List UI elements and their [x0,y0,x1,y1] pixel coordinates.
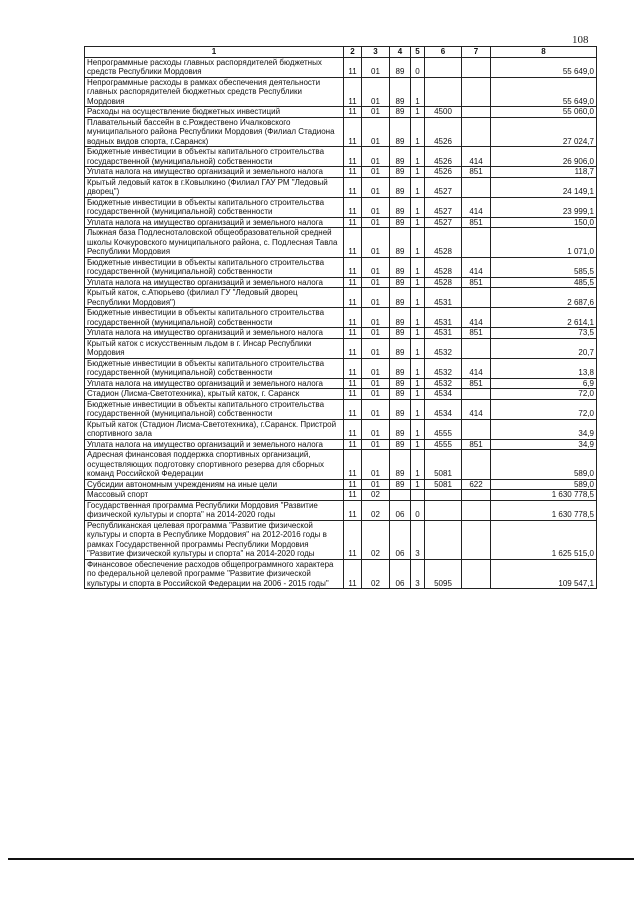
code-2-cell: 11 [344,117,362,147]
code-7-cell [462,450,491,480]
row-name-cell: Плавательный бассейн в с.Рождествено Ичалковского муниципального района Республики Мордовия (Филиал Стадиона водных видов спорта, г.Саранск) [85,117,344,147]
code-7-cell [462,117,491,147]
code-3-cell: 01 [362,399,390,419]
code-6-cell [425,77,462,107]
code-4-cell: 89 [390,167,411,178]
code-4-cell: 89 [390,228,411,258]
code-5-cell: 3 [411,559,425,589]
code-3-cell: 01 [362,450,390,480]
code-2-cell: 11 [344,107,362,118]
code-6-cell [425,500,462,520]
code-3-cell: 01 [362,57,390,77]
code-3-cell: 02 [362,490,390,501]
amount-cell: 585,5 [491,257,597,277]
code-3-cell: 01 [362,117,390,147]
code-6-cell: 4534 [425,399,462,419]
code-6-cell: 4531 [425,288,462,308]
code-7-cell: 851 [462,328,491,339]
amount-cell: 55 649,0 [491,57,597,77]
table-row [85,439,597,450]
code-5-cell: 1 [411,399,425,419]
code-5-cell: 1 [411,77,425,107]
code-5-cell: 1 [411,197,425,217]
code-3-cell: 01 [362,378,390,389]
code-3-cell: 01 [362,439,390,450]
code-4-cell: 06 [390,520,411,559]
code-5-cell: 1 [411,177,425,197]
table-row [85,167,597,178]
row-name-cell: Крытый каток, с.Атюрьево (филиал ГУ "Ледовый дворец Республики Мордовия") [85,288,344,308]
code-3-cell: 01 [362,167,390,178]
page-number: 108 [572,34,589,46]
code-3-cell: 01 [362,328,390,339]
amount-cell: 23 999,1 [491,197,597,217]
code-4-cell: 06 [390,500,411,520]
amount-cell: 589,0 [491,450,597,480]
code-6-cell: 5081 [425,479,462,490]
amount-cell: 26 906,0 [491,147,597,167]
code-5-cell: 1 [411,450,425,480]
row-name-cell: Непрограммные расходы главных распорядителей бюджетных средств Республики Мордовия [85,57,344,77]
row-name-cell: Бюджетные инвестиции в объекты капитального строительства государственной (муниципальной) собственности [85,358,344,378]
code-6-cell: 4534 [425,389,462,400]
code-4-cell: 89 [390,419,411,439]
code-3-cell: 01 [362,177,390,197]
table-row [85,419,597,439]
code-4-cell: 89 [390,328,411,339]
table-row [85,559,597,589]
code-3-cell: 02 [362,500,390,520]
code-6-cell: 4527 [425,177,462,197]
code-7-cell: 851 [462,167,491,178]
column-header: 7 [462,47,491,58]
code-6-cell: 4528 [425,228,462,258]
code-5-cell: 0 [411,500,425,520]
amount-cell: 2 687,6 [491,288,597,308]
row-name-cell: Уплата налога на имущество организаций и земельного налога [85,378,344,389]
table-row [85,338,597,358]
code-3-cell: 01 [362,77,390,107]
code-5-cell: 1 [411,338,425,358]
code-7-cell: 414 [462,147,491,167]
column-header: 5 [411,47,425,58]
code-7-cell: 851 [462,378,491,389]
code-6-cell: 4528 [425,277,462,288]
code-6-cell: 4527 [425,217,462,228]
table-row [85,257,597,277]
code-3-cell: 01 [362,197,390,217]
code-2-cell: 11 [344,277,362,288]
row-name-cell: Крытый ледовый каток в г.Ковылкино (Филиал ГАУ РМ "Ледовый дворец") [85,177,344,197]
code-7-cell: 414 [462,358,491,378]
table-row [85,107,597,118]
code-3-cell: 01 [362,338,390,358]
code-3-cell: 02 [362,520,390,559]
amount-cell: 72,0 [491,399,597,419]
code-2-cell: 11 [344,358,362,378]
code-7-cell: 851 [462,217,491,228]
code-6-cell: 5081 [425,450,462,480]
code-4-cell: 89 [390,308,411,328]
column-header: 2 [344,47,362,58]
code-5-cell: 1 [411,389,425,400]
amount-cell: 1 630 778,5 [491,500,597,520]
code-5-cell: 1 [411,228,425,258]
code-5-cell: 1 [411,358,425,378]
code-3-cell: 01 [362,228,390,258]
bottom-rule [8,858,634,860]
code-5-cell: 1 [411,288,425,308]
code-3-cell: 01 [362,257,390,277]
code-5-cell: 1 [411,419,425,439]
row-name-cell: Стадион (Лисма-Светотехника), крытый каток, г. Саранск [85,389,344,400]
code-5-cell: 1 [411,328,425,339]
code-7-cell: 851 [462,277,491,288]
code-3-cell: 01 [362,389,390,400]
amount-cell: 150,0 [491,217,597,228]
code-6-cell: 4526 [425,117,462,147]
code-5-cell: 1 [411,277,425,288]
table-body [85,57,597,589]
amount-cell: 34,9 [491,419,597,439]
code-7-cell [462,177,491,197]
row-name-cell: Государственная программа Республики Мордовия "Развитие физической культуры и спорта" на 2014-2020 годы [85,500,344,520]
code-2-cell: 11 [344,217,362,228]
amount-cell: 6,9 [491,378,597,389]
code-4-cell: 89 [390,378,411,389]
row-name-cell: Финансовое обеспечение расходов общепрограммного характера по федеральной целевой программе "Развитие физической культуры и спорта в Российской Федерации на 2006 - 2015 годы" [85,559,344,589]
code-6-cell: 4555 [425,419,462,439]
code-7-cell [462,107,491,118]
code-4-cell: 89 [390,257,411,277]
code-4-cell: 89 [390,177,411,197]
code-2-cell: 11 [344,419,362,439]
code-7-cell: 851 [462,439,491,450]
code-2-cell: 11 [344,490,362,501]
table-row [85,358,597,378]
code-3-cell: 01 [362,107,390,118]
code-4-cell: 89 [390,389,411,400]
code-3-cell: 01 [362,479,390,490]
row-name-cell: Бюджетные инвестиции в объекты капитального строительства государственной (муниципальной) собственности [85,257,344,277]
column-header: 8 [491,47,597,58]
row-name-cell: Бюджетные инвестиции в объекты капитального строительства государственной (муниципальной) собственности [85,197,344,217]
code-5-cell: 1 [411,107,425,118]
code-3-cell: 01 [362,277,390,288]
code-7-cell [462,389,491,400]
code-5-cell: 1 [411,378,425,389]
code-4-cell: 89 [390,147,411,167]
amount-cell: 1 071,0 [491,228,597,258]
code-7-cell [462,500,491,520]
amount-cell: 34,9 [491,439,597,450]
amount-cell: 55 649,0 [491,77,597,107]
code-2-cell: 11 [344,439,362,450]
code-7-cell [462,490,491,501]
code-2-cell: 11 [344,378,362,389]
code-5-cell: 1 [411,217,425,228]
row-name-cell: Уплата налога на имущество организаций и земельного налога [85,217,344,228]
table-row [85,490,597,501]
code-6-cell: 4526 [425,147,462,167]
code-7-cell [462,520,491,559]
code-5-cell [411,490,425,501]
row-name-cell: Расходы на осуществление бюджетных инвестиций [85,107,344,118]
code-4-cell: 89 [390,57,411,77]
code-6-cell [425,57,462,77]
code-7-cell: 414 [462,399,491,419]
code-6-cell: 4555 [425,439,462,450]
code-4-cell: 89 [390,107,411,118]
table-row [85,277,597,288]
code-2-cell: 11 [344,197,362,217]
code-4-cell: 89 [390,77,411,107]
table-row [85,479,597,490]
code-7-cell: 414 [462,308,491,328]
code-5-cell: 1 [411,308,425,328]
row-name-cell: Бюджетные инвестиции в объекты капитального строительства государственной (муниципальной) собственности [85,308,344,328]
table-row [85,197,597,217]
code-6-cell: 4526 [425,167,462,178]
code-2-cell: 11 [344,338,362,358]
code-4-cell: 89 [390,358,411,378]
budget-table [84,46,597,589]
amount-cell: 118,7 [491,167,597,178]
code-6-cell: 4500 [425,107,462,118]
code-5-cell: 1 [411,147,425,167]
code-6-cell: 4528 [425,257,462,277]
code-4-cell: 06 [390,559,411,589]
table-row [85,328,597,339]
table-row [85,450,597,480]
code-5-cell: 1 [411,257,425,277]
code-6-cell: 4531 [425,328,462,339]
code-2-cell: 11 [344,288,362,308]
code-4-cell: 89 [390,117,411,147]
code-2-cell: 11 [344,228,362,258]
table-row [85,228,597,258]
code-2-cell: 11 [344,328,362,339]
column-header: 4 [390,47,411,58]
row-name-cell: Адресная финансовая поддержка спортивных организаций, осуществляющих подготовку спортивного резерва для сборных команд Российской Федерации [85,450,344,480]
amount-cell: 73,5 [491,328,597,339]
table-row [85,77,597,107]
table-row [85,288,597,308]
amount-cell: 109 547,1 [491,559,597,589]
code-7-cell [462,288,491,308]
code-5-cell: 1 [411,167,425,178]
code-7-cell [462,559,491,589]
table-row [85,520,597,559]
row-name-cell: Массовый спорт [85,490,344,501]
code-4-cell: 89 [390,450,411,480]
code-5-cell: 1 [411,439,425,450]
code-2-cell: 11 [344,308,362,328]
code-7-cell [462,77,491,107]
code-7-cell: 622 [462,479,491,490]
table-row [85,217,597,228]
code-4-cell: 89 [390,439,411,450]
code-4-cell: 89 [390,479,411,490]
code-6-cell: 4531 [425,308,462,328]
table-row [85,399,597,419]
row-name-cell: Крытый каток (Стадион Лисма-Светотехника), г.Саранск. Пристрой спортивного зала [85,419,344,439]
table-row [85,177,597,197]
code-7-cell [462,419,491,439]
table-row [85,308,597,328]
row-name-cell: Республиканская целевая программа "Развитие физической культуры и спорта в Республике Мордовия" на 2012-2016 годы в рамках Государственной программы Республики Мордовия "Развитие физической культуры и спорта" на 2014-2020 годы [85,520,344,559]
amount-cell: 13,8 [491,358,597,378]
column-header: 3 [362,47,390,58]
code-2-cell: 11 [344,399,362,419]
code-2-cell: 11 [344,389,362,400]
code-2-cell: 11 [344,167,362,178]
code-2-cell: 11 [344,177,362,197]
row-name-cell: Непрограммные расходы в рамках обеспечения деятельности главных распорядителей бюджетных средств Республики Мордовия [85,77,344,107]
code-7-cell [462,228,491,258]
amount-cell: 27 024,7 [491,117,597,147]
code-3-cell: 01 [362,358,390,378]
amount-cell: 1 630 778,5 [491,490,597,501]
row-name-cell: Субсидии автономным учреждениям на иные цели [85,479,344,490]
code-6-cell [425,520,462,559]
table-row [85,57,597,77]
code-7-cell: 414 [462,257,491,277]
row-name-cell: Лыжная база Подлесноталовской общеобразовательной средней школы Кочкуровского муниципального района, с. Подлесная Тавла Республики Мордовия [85,228,344,258]
code-7-cell: 414 [462,197,491,217]
code-6-cell: 4532 [425,338,462,358]
code-5-cell: 3 [411,520,425,559]
code-3-cell: 01 [362,308,390,328]
table-row [85,389,597,400]
code-3-cell: 01 [362,419,390,439]
code-4-cell: 89 [390,288,411,308]
code-4-cell: 89 [390,217,411,228]
code-4-cell [390,490,411,501]
row-name-cell: Уплата налога на имущество организаций и земельного налога [85,439,344,450]
amount-cell: 2 614,1 [491,308,597,328]
row-name-cell: Уплата налога на имущество организаций и земельного налога [85,277,344,288]
code-3-cell: 01 [362,217,390,228]
code-2-cell: 11 [344,500,362,520]
code-3-cell: 02 [362,559,390,589]
code-6-cell: 4532 [425,358,462,378]
code-5-cell: 1 [411,479,425,490]
code-2-cell: 11 [344,520,362,559]
code-6-cell: 4527 [425,197,462,217]
table-row [85,500,597,520]
code-4-cell: 89 [390,399,411,419]
code-5-cell: 1 [411,117,425,147]
row-name-cell: Уплата налога на имущество организаций и земельного налога [85,167,344,178]
code-2-cell: 11 [344,147,362,167]
code-2-cell: 11 [344,450,362,480]
column-header: 1 [85,47,344,58]
table-row [85,378,597,389]
code-4-cell: 89 [390,338,411,358]
row-name-cell: Бюджетные инвестиции в объекты капитального строительства государственной (муниципальной) собственности [85,399,344,419]
code-2-cell: 11 [344,257,362,277]
amount-cell: 589,0 [491,479,597,490]
row-name-cell: Уплата налога на имущество организаций и земельного налога [85,328,344,339]
table-header-row [85,47,597,58]
code-4-cell: 89 [390,197,411,217]
code-7-cell [462,338,491,358]
amount-cell: 1 625 515,0 [491,520,597,559]
table-row [85,117,597,147]
column-header: 6 [425,47,462,58]
code-6-cell [425,490,462,501]
amount-cell: 24 149,1 [491,177,597,197]
code-4-cell: 89 [390,277,411,288]
code-6-cell: 5095 [425,559,462,589]
code-7-cell [462,57,491,77]
code-2-cell: 11 [344,479,362,490]
code-6-cell: 4532 [425,378,462,389]
code-2-cell: 11 [344,559,362,589]
amount-cell: 20,7 [491,338,597,358]
code-2-cell: 11 [344,77,362,107]
row-name-cell: Крытый каток с искусственным льдом в г. Инсар Республики Мордовия [85,338,344,358]
code-2-cell: 11 [344,57,362,77]
code-3-cell: 01 [362,288,390,308]
row-name-cell: Бюджетные инвестиции в объекты капитального строительства государственной (муниципальной) собственности [85,147,344,167]
amount-cell: 72,0 [491,389,597,400]
amount-cell: 485,5 [491,277,597,288]
code-5-cell: 0 [411,57,425,77]
amount-cell: 55 060,0 [491,107,597,118]
table-row [85,147,597,167]
code-3-cell: 01 [362,147,390,167]
